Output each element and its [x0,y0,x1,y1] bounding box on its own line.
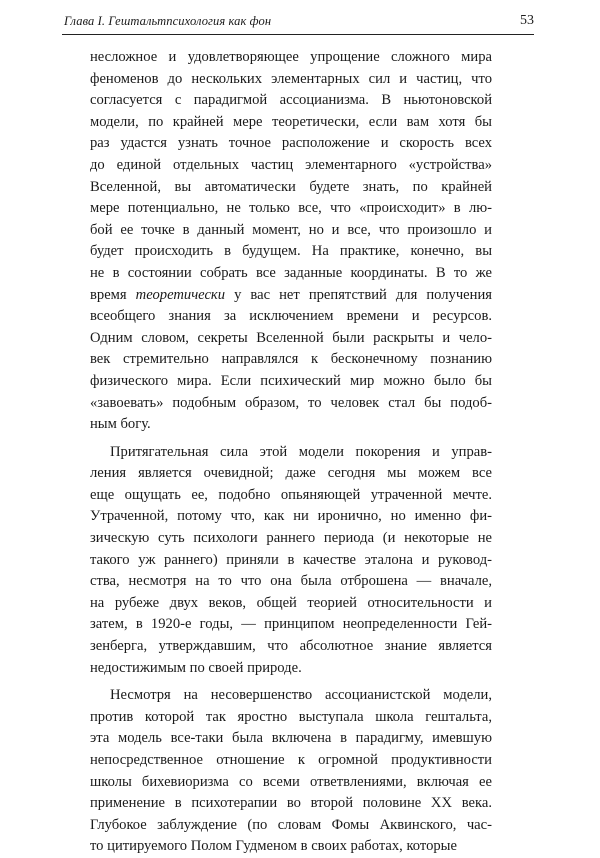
text-line: модели, по крайней мере теоретически, если вам хотя бы [90,113,492,130]
text-line: применение в психотерапии во второй половине XX века. [90,795,492,812]
text-line: всеобщего знания за исключением времени и ресурсов. [90,308,492,325]
paragraph [90,685,492,858]
body-text [90,47,492,858]
chapter-title: Глава I. Гештальтпсихология как фон [64,14,272,28]
text-line: то цитируемого Полом Гудменом в своих работах, которые [90,838,457,855]
text-line: бой ее точке в данный момент, но и все, что произошло и [90,221,492,238]
text-line: Притягательная сила этой модели покорения и управ- [110,443,492,460]
text-line: будет происходить в будущем. На практике, конечно, вы [90,243,492,260]
text-line: затем, в 1920-е годы, — принципом неопределенности Гей- [90,616,492,633]
text-line: несложное и удовлетворяющее упрощение сложного мира [90,49,492,65]
text-line: согласуется с парадигмой ассоцианизма. В ньютоновской [90,92,492,109]
text-line: Несмотря на несовершенство ассоцианистской модели, [110,687,492,704]
text-line: еще ощущать ее, подобно опьяняющей утраченной мечте. [90,486,492,503]
text-line: феноменов до нескольких элементарных сил и частиц, что [90,70,492,87]
text-line: Вселенной, вы автоматически будете знать, по крайней [90,178,492,195]
text-line: век стремительно направлялся к бесконечному познанию [90,351,492,368]
paragraph [90,47,492,436]
text-line: «завоевать» подобным образом, то человек стал бы подоб- [90,394,492,411]
text-line: время теоретически у вас нет препятствий для получения [90,286,492,303]
running-header [62,12,534,35]
text-line: Одним словом, секреты Вселенной были раскрыты и чело- [90,329,492,346]
text-line: раз удастся узнать точное расположение и скорость всех [90,135,492,152]
text-line: недостижимым по своей природе. [90,659,302,676]
page-number: 53 [520,13,534,28]
text-line: ления является очевидной; даже сегодня мы можем все [90,465,492,482]
text-line: такого уж раннего) приняли в качестве эталона и руковод- [90,551,492,568]
text-line: школы бихевиоризма со всеми ответвлениями, включая ее [90,773,492,790]
text-line: Глубокое заблуждение (по словам Фомы Аквинского, час- [90,816,492,833]
text-line: зенберга, утверждавшим, что абсолютное знание является [90,638,492,655]
text-line: Утраченной, потому что, как ни иронично, но именно фи- [90,508,492,525]
text-line: мере потенциально, не только все, что «происходит» в лю- [90,200,492,217]
text-line: на рубеже двух веков, общей теорией относительности и [90,594,492,611]
text-line: против которой так яростно выступала школа гештальта, [90,708,492,725]
text-line: зическую суть психологи раннего периода (и некоторые не [90,530,492,547]
text-line: до единой отдельных частиц элементарного «устройства» [90,156,492,173]
text-line: ным богу. [90,416,151,433]
text-line: непосредственное отношение к огромной продуктивности [90,752,492,768]
emphasis: теоретически [135,286,226,303]
text-line: не в состоянии собрать все заданные координаты. В то же [90,264,492,281]
paragraph [90,442,492,680]
text-line: эта модель все-таки была включена в парадигму, имевшую [90,730,492,747]
text-line: ства, несмотря на то что она была отброшена — вначале, [90,573,492,590]
text-line: физического мира. Если психический мир можно было бы [90,372,492,389]
